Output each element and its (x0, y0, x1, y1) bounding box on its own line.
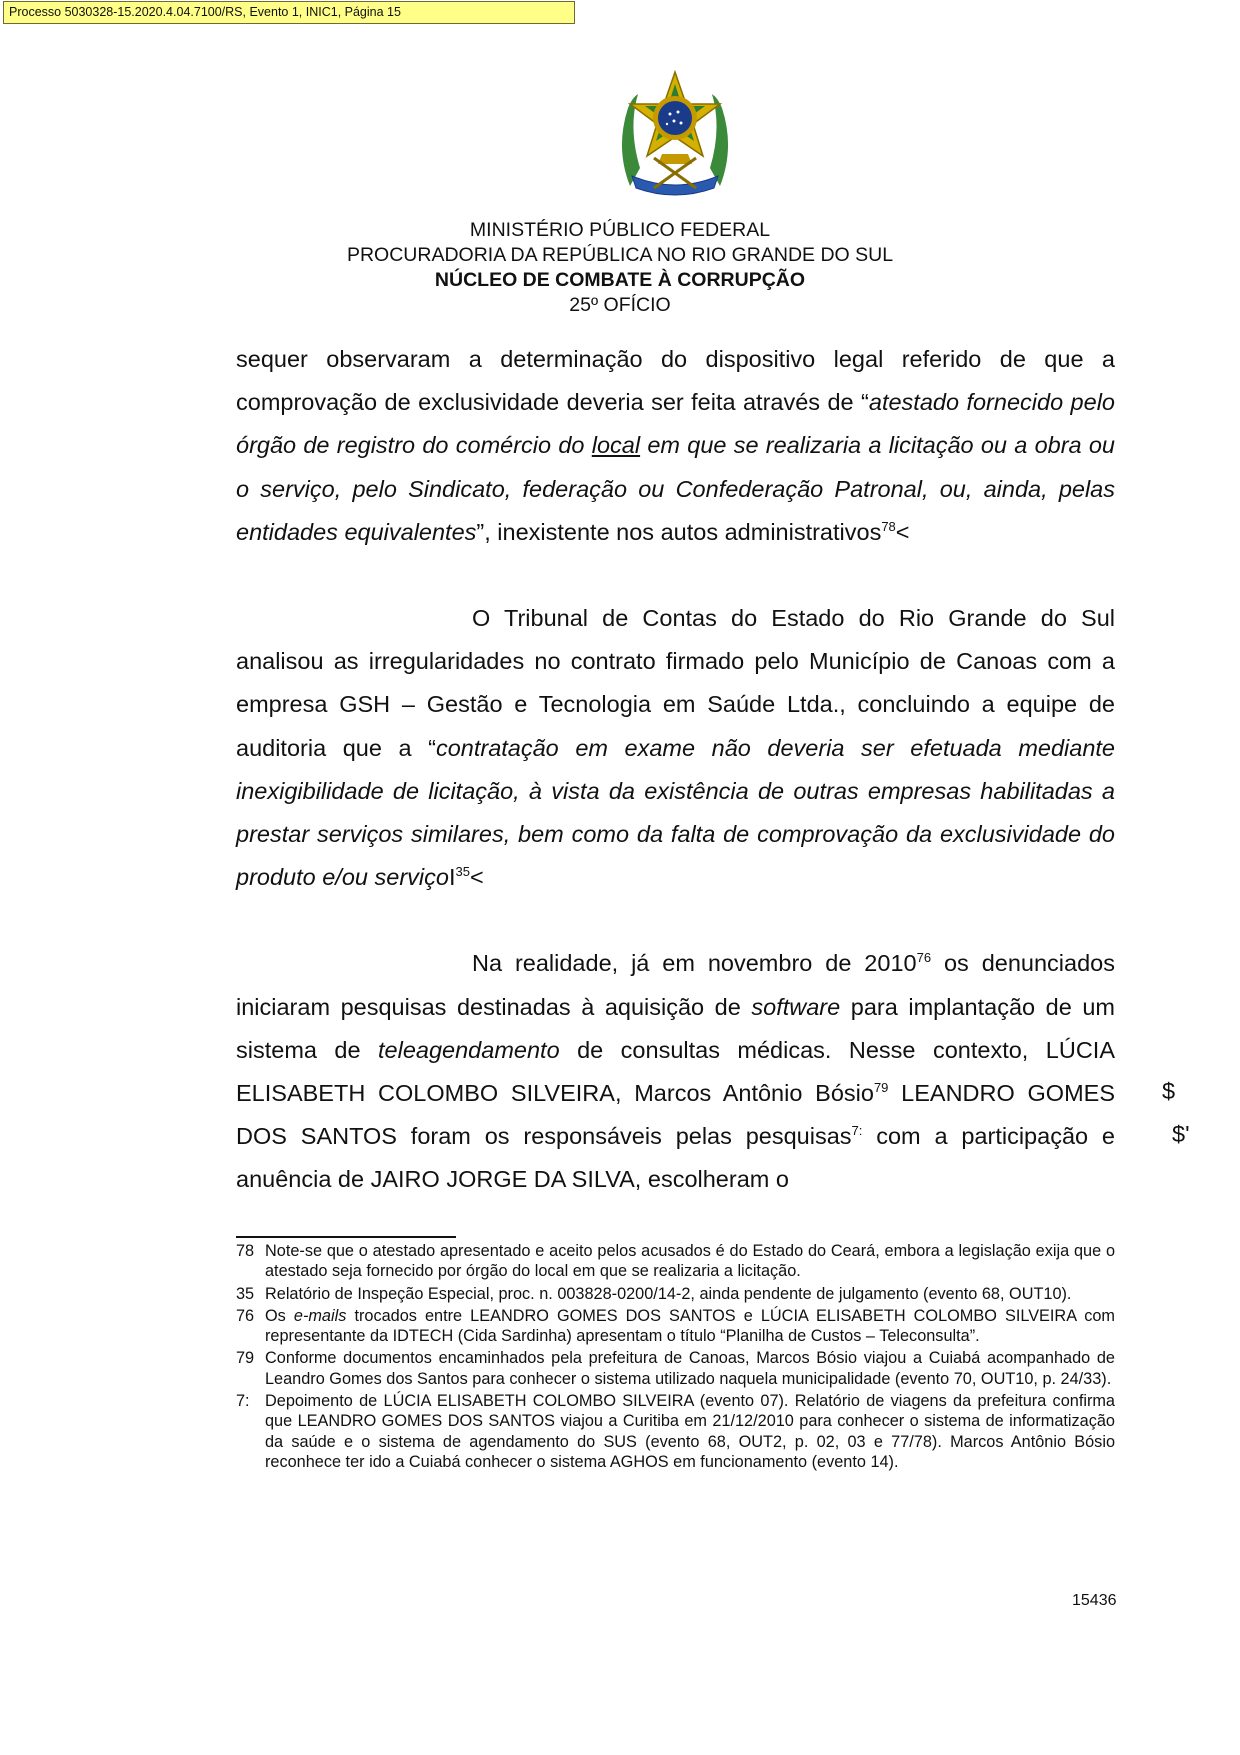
document-header (0, 218, 1240, 318)
footnote-ref: 76 (916, 950, 932, 966)
page-number: 15436 (1072, 1592, 1117, 1609)
text-segment-italic: e-mails (293, 1306, 347, 1325)
paragraph-3 (236, 942, 1115, 1201)
text-segment: com a participação e anuência de JAIRO JORGE DA SILVA, escolheram o (236, 1123, 1115, 1193)
footnote-text (265, 1241, 1115, 1282)
document-body (236, 338, 1115, 1202)
text-segment: de consultas médicas. Nesse contexto, LÚCIA ELISABETH COLOMBO SILVEIRA, Marcos Antônio Bósio (236, 1036, 1115, 1107)
text-segment-italic: atestado fornecido pelo órgão de registro do comércio do (236, 389, 1115, 459)
header-nucleo: NÚCLEO DE COMBATE À CORRUPÇÃO (434, 269, 806, 291)
footnotes (236, 1241, 1115, 1474)
footnote (236, 1284, 1115, 1304)
text-segment: O Tribunal de Contas do Estado do Rio Grande do Sul analisou as irregularidades no contrato firmado pelo Município de Canoas com a empresa GSH – Gestão e Tecnologia em Saúde Ltda., concluindo a equipe de auditoria que a “ (236, 605, 1115, 761)
text-segment-italic: software (751, 993, 841, 1020)
text-segment: LEANDRO GOMES DOS SANTOS foram os responsáveis pelas pesquisas (236, 1080, 1115, 1150)
paragraph-2 (236, 597, 1115, 899)
footnote-text (265, 1348, 1115, 1389)
footnote-text (265, 1391, 1115, 1472)
footnote (236, 1241, 1115, 1282)
footnote-text (265, 1306, 1115, 1347)
footnote-number: 76 (236, 1306, 255, 1325)
text-segment: I (448, 864, 456, 891)
footnote-number: 79 (236, 1349, 255, 1368)
header-procuradoria: PROCURADORIA DA REPÚBLICA NO RIO GRANDE DO SUL (346, 244, 894, 266)
footnote-ref: 7: (851, 1123, 863, 1139)
footnote-ref: 35 (455, 864, 470, 880)
text-segment: para implantação de um sistema de (236, 993, 1115, 1063)
text-segment: os denunciados iniciaram pesquisas destinadas à aquisição de (236, 950, 1115, 1020)
footnote-ref: 79 (873, 1080, 889, 1096)
footnote (236, 1306, 1115, 1347)
text-segment: Conforme documentos encaminhados pela prefeitura de Canoas, Marcos Bósio viajou a Cuiabá acompanhado de Leandro Gomes dos Santos para conhecer o sistema utilizado naquela municipalidade (evento 70, OUT10, p. 24/33). (265, 1349, 1115, 1388)
text-segment: sequer observaram a determinação do dispositivo legal referido de que a comprovação de exclusividade deveria ser feita através de “ (236, 346, 1115, 416)
footnote (236, 1391, 1115, 1472)
text-segment-italic: teleagendamento (378, 1036, 560, 1063)
text-segment: trocados entre LEANDRO GOMES DOS SANTOS e LÚCIA ELISABETH COLOMBO SILVEIRA com representante da IDTECH (Cida Sardinha) apresentam o título “Planilha de Custos – Teleconsulta”. (265, 1306, 1115, 1346)
right-margin-mark: $ (1162, 1078, 1176, 1104)
brazil-coat-of-arms-icon (610, 68, 740, 204)
text-segment: ”, inexistente nos autos administrativos (476, 518, 882, 545)
footnote-ref: 78 (881, 518, 896, 534)
header-ministry: MINISTÉRIO PÚBLICO FEDERAL (469, 219, 771, 241)
footnote-text (265, 1284, 1115, 1304)
process-stamp: Processo 5030328-15.2020.4.04.7100/RS, Evento 1, INIC1, Página 15 (3, 1, 575, 24)
footnote-number: 7: (236, 1392, 250, 1411)
text-segment: < (469, 864, 484, 891)
paragraph-1 (236, 338, 1115, 554)
text-segment: Depoimento de LÚCIA ELISABETH COLOMBO SILVEIRA (evento 07). Relatório de viagens da prefeitura confirma que LEANDRO GOMES DOS SANTOS viajou a Curitiba em 21/12/2010 para conhecer o sistema de informatização da saúde e o sistema de agendamento do SUS (evento 68, OUT2, p. 02, 03 e 77/78). Marcos Antônio Bósio reconhece ter ido a Cuiabá conhecer o sistema AGHOS em funcionamento (evento 14). (265, 1392, 1115, 1471)
footnote (236, 1348, 1115, 1389)
text-segment-italic: contratação em exame não deveria ser efetuada mediante inexigibilidade de licitação, à vista da existência de outras empresas habilitadas a prestar serviços similares, bem como da falta de comprovação da exclusividade do produto e/ou serviço (236, 734, 1115, 891)
text-segment: Relatório de Inspeção Especial, proc. n. 003828-0200/14-2, ainda pendente de julgamento (evento 68, OUT10). (265, 1284, 1072, 1303)
right-margin-mark: $' (1172, 1121, 1190, 1147)
text-segment: Note-se que o atestado apresentado e aceito pelos acusados é do Estado do Ceará, embora a legislação exija que o atestado seja fornecido por órgão do local em que se realizaria a licitação. (265, 1242, 1115, 1281)
footnote-separator (236, 1236, 456, 1238)
text-segment: Os (265, 1306, 294, 1325)
text-segment: < (895, 518, 910, 545)
text-segment-underlined: local (591, 432, 641, 459)
footnote-number: 78 (236, 1242, 255, 1260)
text-segment: Na realidade, já em novembro de 2010 (472, 950, 917, 977)
footnote-number: 35 (236, 1284, 255, 1303)
text-segment-italic: em que se realizaria a licitação ou a obra ou o serviço, pelo Sindicato, federação ou Confederação Patronal, ou, ainda, pelas entidades equivalentes (236, 432, 1115, 545)
header-oficio: 25º OFÍCIO (569, 294, 671, 316)
